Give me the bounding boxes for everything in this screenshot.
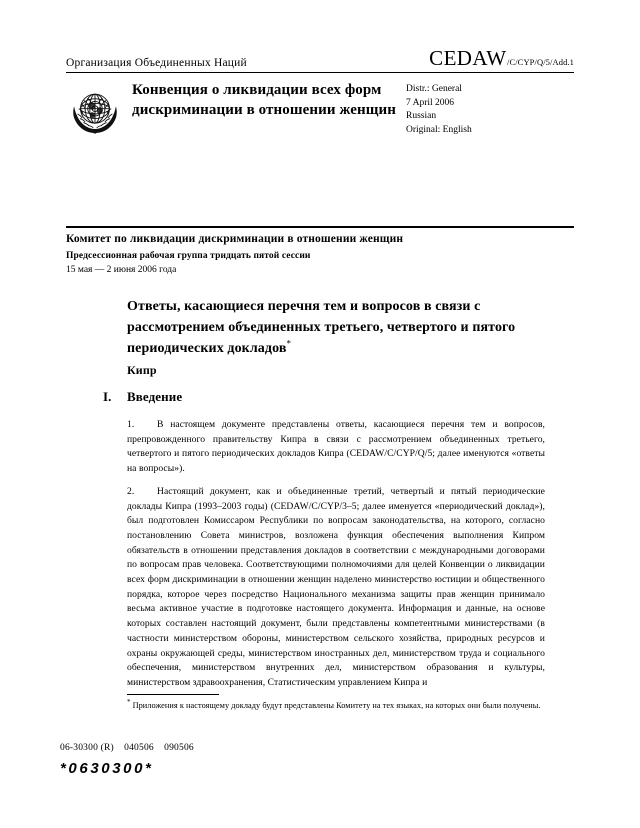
committee-name: Комитет по ликвидации дискриминации в отношении женщин	[66, 233, 404, 245]
committee-block	[66, 232, 574, 277]
footnote-text-row	[127, 700, 545, 713]
section-title: Введение	[127, 389, 183, 404]
distribution-type: Distr.: General	[406, 84, 462, 94]
committee-dates: 15 мая — 2 июня 2006 года	[66, 265, 177, 275]
masthead-title-row	[66, 81, 574, 140]
document-symbol-suffix: /C/CYP/Q/5/Add.1	[506, 57, 574, 67]
masthead	[66, 46, 574, 140]
document-symbol-main: CEDAW	[429, 46, 507, 70]
paragraph	[127, 485, 545, 691]
convention-title: Конвенция о ликвидации всех форм дискриминации в отношении женщин	[132, 82, 396, 118]
document-symbol	[429, 46, 574, 71]
page-title	[127, 296, 547, 359]
committee-divider	[66, 226, 574, 228]
masthead-divider	[66, 72, 574, 73]
paragraph-number: 1.	[127, 419, 135, 430]
footnote-text: Приложения к настоящему докладу будут представлены Комитету на тех языках, на которых они были получены.	[132, 701, 541, 710]
organization-name: Организация Объединенных Наций	[66, 57, 247, 69]
paragraph-text: Настоящий документ, как и объединенные третий, четвертый и пятый периодические доклады Кипра (1993–2003 годы) (CEDAW/C/CYP/3–5; далее именуется «периодический доклад»), был подготовлен Комиссаром Республики по вопросам законодательства, на которого, согласно постановлению Совета министров, возложена функция обеспечения выполнения Кипром обязательств в отношении представления докладов в соответствии с международными договорами по вопросам прав человека. Соответствующими полномочиями для целей Конвенции о ликвидации всех форм дискриминации в отношении женщин наделено министерство юстиции и общественного порядка, которое через посредство Национального механизма защиты прав женщин принимало весьма активное участие в подготовке настоящего документа. Информация и данные, на основе которых составлен настоящий документ, были представлены компетентными министерствами (в частности министерством обороны, министерством сельского хозяйства, природных ресурсов и охраны окружающей среды, министерством иностранных дел, министерством труда и социального обеспечения, министерством внутренних дел, министерством образования и культуры, министерством здравоохранения, Статистическим управлением Кипра и	[127, 485, 545, 688]
paragraph	[127, 418, 545, 477]
distribution-date: 7 April 2006	[406, 97, 455, 108]
paragraph-text: В настоящем документе представлены ответы, касающиеся перечня тем и вопросов, препровожденного правительству Кипра в связи с рассмотрением объединенных третьего, четвертого и пятого периодических докладов Кипра (CEDAW/C/CYP/Q/5; далее именуются «ответы на вопросы»).	[127, 419, 545, 475]
section-heading-introduction	[103, 389, 543, 405]
country-name: Кипр	[127, 363, 157, 377]
page-title-footnote-marker: *	[286, 338, 292, 349]
page-title-text: Ответы, касающиеся перечня тем и вопросов в связи с рассмотрением объединенных третьего, четвертого и пятого периодических докладов	[127, 299, 516, 356]
distribution-original: Original: English	[406, 124, 472, 135]
distribution-language: Russian	[406, 111, 437, 121]
distribution-block	[406, 81, 472, 140]
footnote-block	[127, 694, 545, 713]
footnote-divider	[127, 694, 219, 695]
barcode-text: *0630300*	[60, 760, 154, 777]
paragraph-number: 2.	[127, 485, 135, 497]
committee-session: Предсессионная рабочая группа тридцать пятой сессии	[66, 251, 311, 261]
job-number: 06-30300 (R) 040506 090506	[60, 743, 194, 753]
organization-row	[66, 46, 574, 70]
body-text	[127, 418, 545, 699]
section-number: I.	[103, 389, 112, 404]
footnote-marker: *	[127, 698, 131, 707]
un-emblem-icon	[66, 82, 124, 140]
